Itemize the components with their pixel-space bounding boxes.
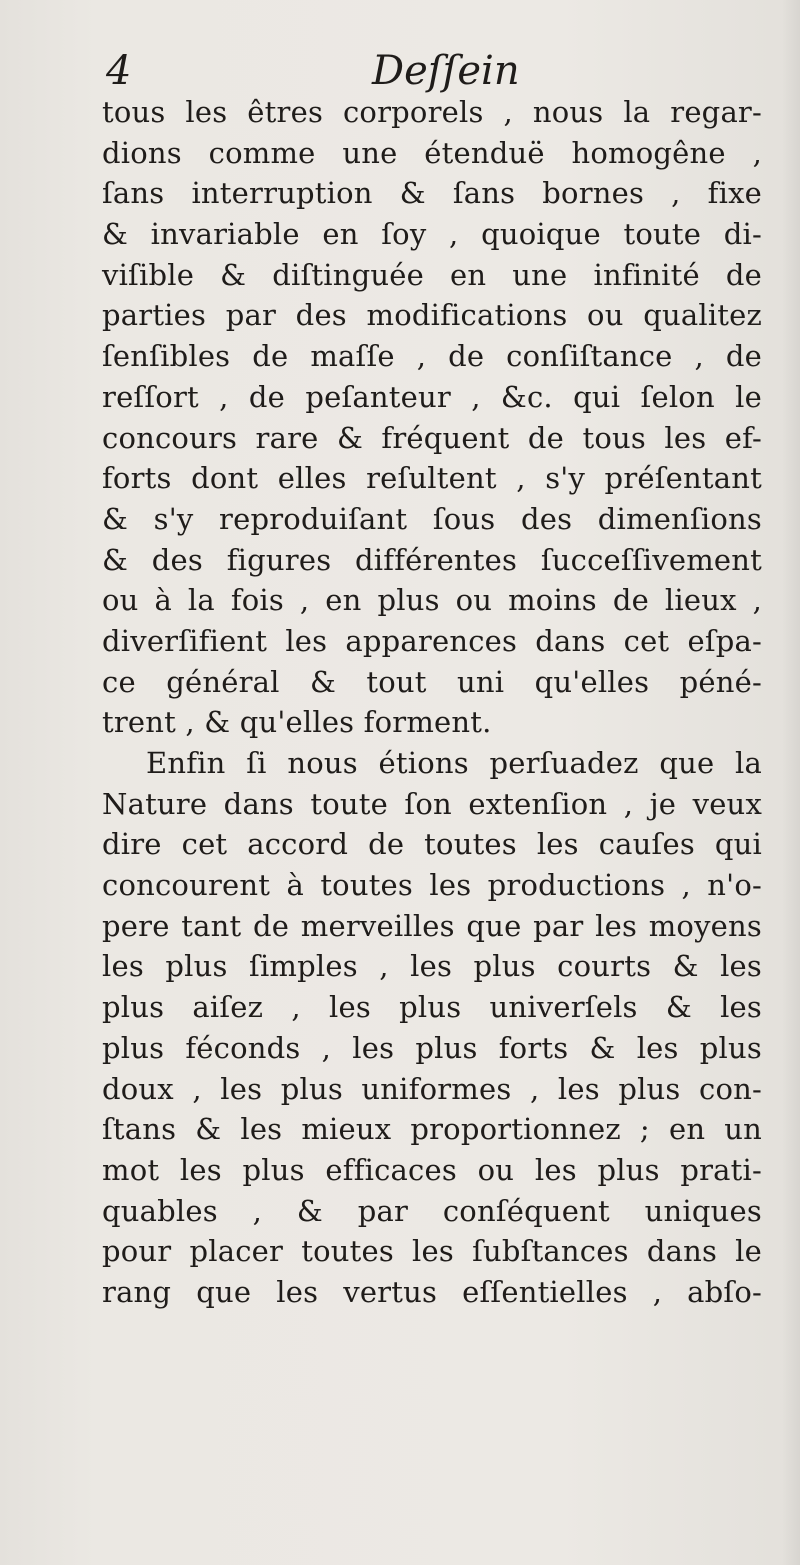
text-line: parties par des modifications ou qualitez — [102, 298, 762, 333]
text-line: plus aiſez , les plus univerſels & les — [102, 990, 762, 1025]
text-line: diverſifient les apparences dans cet eſpa- — [102, 623, 762, 658]
text-line: ce général & tout uni qu'elles péné- — [102, 664, 762, 699]
text-line: reſſort , de peſanteur , &c. qui ſelon le — [102, 379, 762, 414]
text-line: dions comme une étenduë homogêne , — [102, 135, 762, 170]
text-line: pere tant de merveilles que par les moyens — [102, 908, 762, 943]
text-line: concours rare & fréquent de tous les ef- — [102, 420, 762, 455]
page-header — [0, 40, 800, 100]
text-line: & des figures différentes ſucceſſivement — [102, 542, 762, 577]
text-line: Nature dans toute ſon extenſion , je veux — [102, 786, 762, 821]
text-line: les plus ſimples , les plus courts & les — [102, 949, 762, 984]
text-line: concourent à toutes les productions , n'o- — [102, 868, 762, 903]
text-line: dire cet accord de toutes les cauſes qui — [102, 827, 762, 862]
text-line: & invariable en ſoy , quoique toute di- — [102, 217, 762, 252]
text-line: mot les plus efficaces ou les plus prati- — [102, 1152, 762, 1187]
page-edge-shadow — [782, 0, 800, 1565]
paragraph-start-line: Enfin ſi nous étions perſuadez que la — [146, 746, 762, 780]
page-number: 4 — [106, 48, 132, 94]
text-line: plus féconds , les plus forts & les plus — [102, 1030, 762, 1065]
text-line: tous les êtres corporels , nous la regar- — [102, 95, 762, 129]
text-line: & s'y reproduiſant ſous des dimenſions — [102, 501, 762, 536]
text-line: forts dont elles reſultent , s'y préſentant — [102, 461, 762, 496]
text-line: doux , les plus uniformes , les plus con- — [102, 1071, 762, 1106]
text-line: ſenſibles de maſſe , de conſiſtance , de — [102, 339, 762, 374]
paragraph-end-line: trent , & qu'elles forment. — [102, 705, 492, 740]
text-line: ſtans & les mieux proportionnez ; en un — [102, 1112, 762, 1147]
running-title: Deſſein — [372, 48, 520, 94]
text-line: ou à la fois , en plus ou moins de lieux , — [102, 583, 762, 618]
body-text — [102, 92, 762, 1313]
text-line: quables , & par conſéquent uniques — [102, 1193, 762, 1228]
text-line: viſible & diſtinguée en une infinité de — [102, 257, 762, 292]
text-line: rang que les vertus eſſentielles , abſo- — [102, 1274, 762, 1309]
text-line: ſans interruption & ſans bornes , fixe — [102, 176, 762, 211]
text-line: pour placer toutes les ſubſtances dans le — [102, 1234, 762, 1269]
